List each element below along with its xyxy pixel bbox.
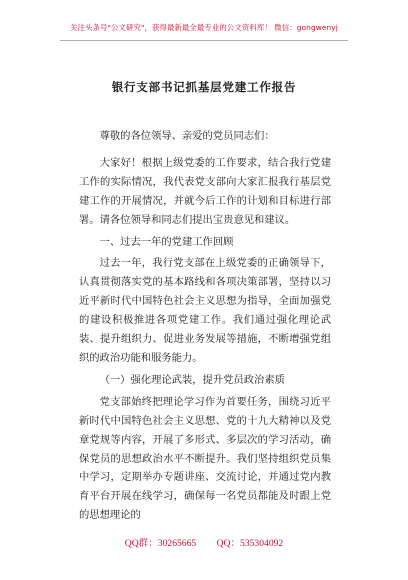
document-title: 银行支部书记抓基层党建工作报告 (111, 80, 297, 94)
footer-qq-group: QQ群：30265665 (124, 538, 197, 549)
paragraph-theory: 党支部始终把理论学习作为首要任务，围绕习近平新时代中国特色社会主义思想、党的十九大精神以及党章党规等内容，开展了多形式、多层次的学习活动，确保党员的思想政治水平不断提升。我们坚持组织党员集中学习，定期举办专题讲座、交流讨论，并通过党内教育平台开展在线学习，确保每一名党员都能及时跟上党的思想理论的 (79, 395, 331, 522)
footer-qq: QQ：535304092 (216, 538, 284, 549)
salutation: 尊敬的各位领导、亲爱的党员同志们： (99, 130, 275, 142)
paragraph-intro: 大家好！根据上级党委的工作要求，结合我行党建工作的实际情况，我代表党支部向大家汇报我行基层党建工作的开展情况，并就今后工作的计划和目标进行部署。请各位领导和同志们提出宝贵意见和建议。 (79, 156, 331, 226)
header-divider (60, 40, 348, 41)
section-heading: 一、过去一年的党建工作回顾 (99, 235, 234, 248)
subsection-heading: （一）强化理论武装，提升党员政治素质 (99, 373, 285, 386)
paragraph-review: 过去一年，我行党支部在上级党委的正确领导下，认真贯彻落实党的基本路线和各项决策部署，坚持以习近平新时代中国特色社会主义思想为指导，全面加强党的建设积极推进各项党建工作。我们通过强化理论武装、提升组织力、促进业务发展等措施，不断增强党组织的政治功能和服务能力。 (79, 257, 331, 364)
footer-contact (0, 535, 408, 549)
document-body (79, 118, 331, 525)
header-banner: 关注头条号"公文研究"，获得最新最全最专业的公文资料库！ 微信：gongwenyj (70, 23, 338, 32)
